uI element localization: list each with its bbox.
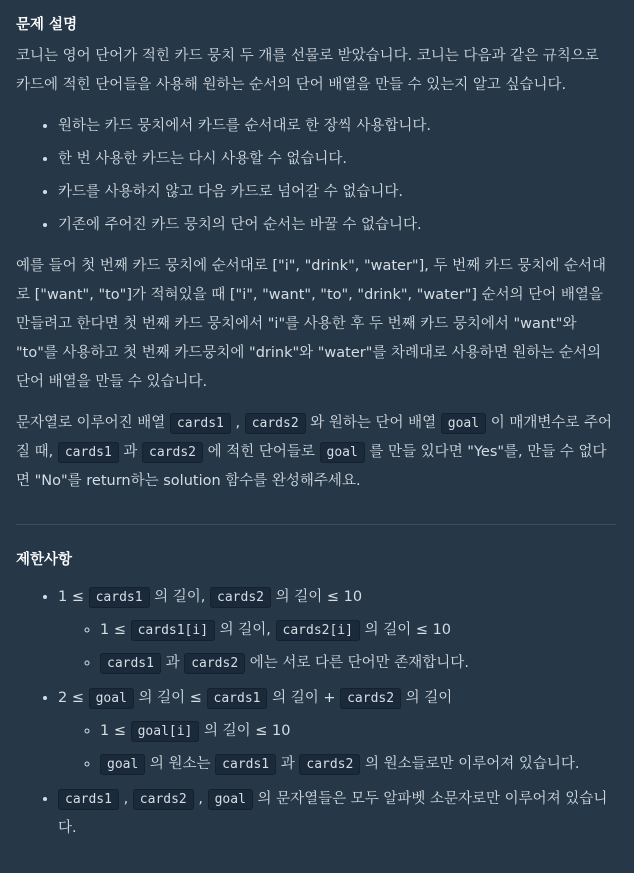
text: 1 ≤ [100,622,131,638]
code-goal: goal [100,754,145,775]
code-goal: goal [89,688,134,709]
code-cards1: cards1 [58,789,119,810]
code-goal: goal [320,442,365,463]
code-cards2: cards2 [245,413,306,434]
code-cards1: cards1 [207,688,268,709]
list-item: • 카드를 사용하지 않고 다음 카드로 넘어갈 수 없습니다. [58,178,616,207]
list-item [58,583,616,678]
code-cards1: cards1 [215,754,276,775]
text: 의 길이 ≤ 10 [359,622,452,638]
code-cards2: cards2 [133,789,194,810]
text: 와 원하는 단어 배열 [305,415,441,431]
section-title-constraints: 제한사항 [16,552,73,568]
text: 의 길이, [215,622,276,638]
text: 과 [276,756,300,772]
code-goal: goal [208,789,253,810]
code-cards2-i: cards2[i] [276,620,360,641]
example-paragraph: 예를 들어 첫 번째 카드 뭉치에 순서대로 ["i", "drink", "water"], 두 번째 카드 뭉치에 순서대로 ["want", "to"]가 적혀있을 때 ["i", "want", "to", "drink", "water"] 순서의 단어 배열을 만들려고 한다면 첫 번째 카드 뭉치에서 "i"를 사용한 후 두 번째 카드 뭉치에서 "want"와 "to"를 사용하고 첫 번째 카드뭉치에 "drink"와 "water"를 차례대로 사용하면 원하는 순서의 단어 배열을 만들 수 있습니다. [16,258,606,390]
text: 를 만들 있다면 "Yes"를, 만들 수 없다면 "No"를 return하는 solution 함수를 완성해주세요. [16,444,607,489]
text: 2 ≤ [58,690,89,706]
sub-list [58,616,616,678]
code-cards2: cards2 [299,754,360,775]
section-divider [16,524,616,525]
text: 이 매개변수로 주어질 때, [16,415,612,460]
text: 의 길이 + [267,690,341,706]
code-cards1-i: cards1[i] [131,620,215,641]
text: 에 적힌 단어들로 [203,444,320,460]
text: 의 원소는 [145,756,216,772]
text: 문자열로 이루어진 배열 [16,415,170,431]
text: 1 ≤ [100,723,131,739]
list-item: • 한 번 사용한 카드는 다시 사용할 수 없습니다. [58,145,616,174]
text: 과 [160,655,185,671]
task-paragraph [16,409,616,496]
code-cards1: cards1 [100,653,161,674]
code-goal-i: goal[i] [131,721,200,742]
text: 의 길이 ≤ 10 [271,589,363,605]
code-cards2: cards2 [184,653,245,674]
list-item [100,616,616,645]
text: 의 길이 ≤ 10 [199,723,291,739]
list-item [100,649,616,678]
text: 의 원소들로만 이루어져 있습니다. [360,756,580,772]
code-cards1: cards1 [58,442,119,463]
sub-list [58,717,616,779]
list-item [58,684,616,779]
text: 의 길이 [401,690,453,706]
list-item [58,785,616,843]
list-item [100,750,616,779]
code-cards1: cards1 [170,413,231,434]
code-cards1: cards1 [89,587,150,608]
rules-list [16,112,616,240]
text: , [230,415,245,431]
intro-paragraph: 코니는 영어 단어가 적힌 카드 뭉치 두 개를 선물로 받았습니다. 코니는 다음과 같은 규칙으로 카드에 적힌 단어들을 사용해 원하는 순서의 단어 배열을 만들 수 있는지 알고 싶습니다. [16,48,599,93]
text: 의 길이, [149,589,211,605]
code-cards2: cards2 [340,688,401,709]
list-item: • 기존에 주어진 카드 뭉치의 단어 순서는 바꿀 수 없습니다. [58,211,616,240]
constraints-list [16,583,616,843]
list-item [100,717,616,746]
text: , [193,791,208,807]
section-title-description: 문제 설명 [16,17,78,33]
text: , [118,791,133,807]
text: 의 문자열들은 모두 알파벳 소문자로만 이루어져 있습니다. [58,791,608,836]
code-goal: goal [441,413,486,434]
list-item: • 원하는 카드 뭉치에서 카드를 순서대로 한 장씩 사용합니다. [58,112,616,141]
text: 과 [118,444,143,460]
text: 1 ≤ [58,589,89,605]
text: 의 길이 ≤ [133,690,207,706]
code-cards2: cards2 [210,587,271,608]
text: 에는 서로 다른 단어만 존재합니다. [245,655,469,671]
code-cards2: cards2 [142,442,203,463]
problem-description [16,8,616,855]
